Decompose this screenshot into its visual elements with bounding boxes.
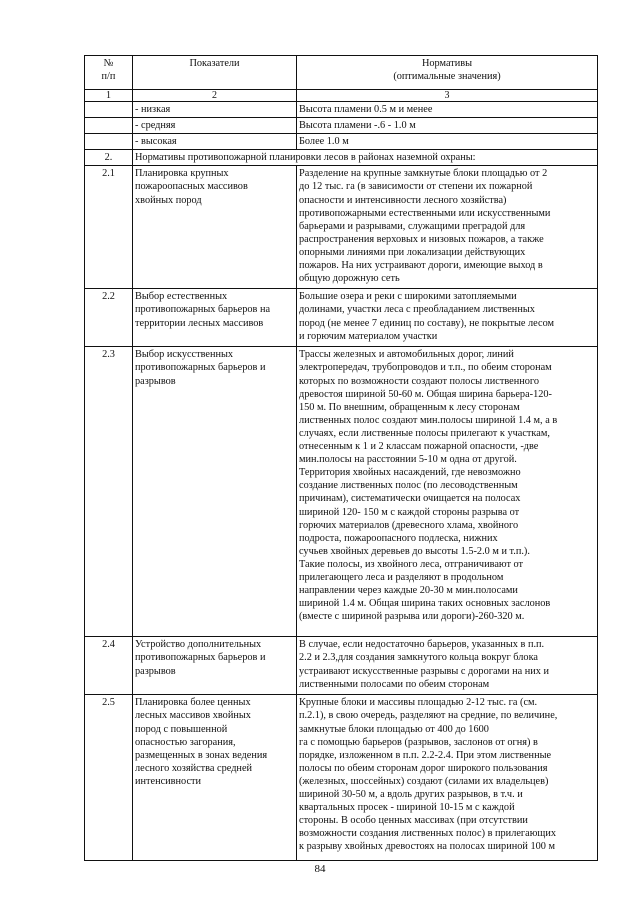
column-number: 2 xyxy=(133,90,297,102)
row-num: 2.5 xyxy=(85,695,133,861)
row-norm: Более 1.0 м xyxy=(297,134,598,150)
table-row xyxy=(85,347,598,637)
row-indicator: - низкая xyxy=(133,102,297,118)
row-norm: Высота пламени -.6 - 1.0 м xyxy=(297,118,598,134)
table-row xyxy=(85,102,598,118)
table-row xyxy=(85,118,598,134)
row-indicator: Планировка крупных пожароопасных массивов хвойных пород xyxy=(133,166,297,289)
row-norm: Крупные блоки и массивы площадью 2-12 тыс. га (см. п.2.1), в свою очередь, разделяют на средние, по величине, замкнутые блоки площадью от 400 до 1600 га с помощью барьеров (разрывов, заслонов от огня) в порядке, изложенном в п.п. 2.2-2.4. При этом лиственные полосы по обеим сторонам дорог широкого пользования (железных, шоссейных) создают (силами их владельцев) шириной 30-50 м, а вдоль других разрывов, в т.ч. и квартальных просек - шириной 10-15 м с каждой стороны. В особо ценных массивах (при отсутствии возможности создания лиственных полос) в прилегающих к разрыву хвойных древостоях на полосах шириной 100 м xyxy=(297,695,598,861)
row-indicator: Устройство дополнительных противопожарных барьеров и разрывов xyxy=(133,637,297,695)
row-norm: Большие озера и реки с широкими затопляемыми долинами, участки леса с преобладанием лиственных пород (не менее 7 единиц по составу), не покрытые лесом и горючим материалом участки xyxy=(297,289,598,347)
table-row xyxy=(85,289,598,347)
table-row xyxy=(85,166,598,289)
table-header-row xyxy=(85,56,598,90)
header-norms: Нормативы (оптимальные значения) xyxy=(297,56,598,90)
norms-table xyxy=(84,55,598,861)
row-num: 2.2 xyxy=(85,289,133,347)
table-row xyxy=(85,637,598,695)
row-norm: В случае, если недостаточно барьеров, указанных в п.п. 2.2 и 2.3,для создания замкнутого кольца вокруг блока устраивают искусственные разрывы с дорогами на них и лиственными полосами по обеим сторонам xyxy=(297,637,598,695)
table-row xyxy=(85,134,598,150)
row-indicator: - высокая xyxy=(133,134,297,150)
column-number-row xyxy=(85,90,598,102)
row-norm: Трассы железных и автомобильных дорог, линий электропередач, трубопроводов и т.п., по обеим сторонам которых по возможности создают полосы лиственного древостоя шириной 50-60 м. Общая ширина барьера-120- 150 м. По внешним, обращенным к лесу сторонам лиственных полос создают мин.полосы шириной 1.4 м, а в случаях, если лиственные полосы прилегают к участкам, отнесенным к 1 и 2 классам пожарной опасности, -две мин.полосы на расстоянии 5-10 м одна от другой. Территория хвойных насаждений, где невозможно создание лиственных полос (по лесоводственным причинам), систематически очищается на полосах шириной 120- 150 м с каждой стороны разрыва от горючих материалов (древесного хлама, хвойного подроста, пожароопасного подлеска, нижних сучьев хвойных деревьев до высоты 1.5-2.0 м и т.п.). Такие полосы, из хвойного леса, отграничивают от прилегающего леса и разделяют в продольном направлении через каждые 20-30 м мин.полосами шириной 1.4 м. Общая ширина таких основных заслонов (вместе с шириной разрыва или дороги)-260-320 м. xyxy=(297,347,598,637)
row-indicator: Планировка более ценных лесных массивов хвойных пород с повышенной опасностью загорания, размещенных в зонах ведения лесного хозяйства средней интенсивности xyxy=(133,695,297,861)
header-indicators: Показатели xyxy=(133,56,297,90)
row-norm: Высота пламени 0.5 м и менее xyxy=(297,102,598,118)
row-num: 2.1 xyxy=(85,166,133,289)
column-number: 1 xyxy=(85,90,133,102)
column-number: 3 xyxy=(297,90,598,102)
page-number: 84 xyxy=(314,863,326,875)
header-num: № п/п xyxy=(85,56,133,90)
row-indicator: - средняя xyxy=(133,118,297,134)
row-num xyxy=(85,134,133,150)
row-norm: Разделение на крупные замкнутые блоки площадью от 2 до 12 тыс. га (в зависимости от степени их пожарной опасности и интенсивности лесного хозяйства) противопожарными естественными или искусственными барьерами и разрывами, служащими преградой для распространения верховых и низовых пожаров, а также опорными линиями при локализации действующих пожаров. На них устраивают дороги, имеющие выход в общую дорожную сеть xyxy=(297,166,598,289)
table-section-row xyxy=(85,150,598,166)
row-num: 2.4 xyxy=(85,637,133,695)
row-indicator: Выбор искусственных противопожарных барьеров и разрывов xyxy=(133,347,297,637)
section-heading: Нормативы противопожарной планировки лесов в районах наземной охраны: xyxy=(133,150,598,166)
row-num xyxy=(85,102,133,118)
row-num xyxy=(85,118,133,134)
row-num: 2.3 xyxy=(85,347,133,637)
row-indicator: Выбор естественных противопожарных барьеров на территории лесных массивов xyxy=(133,289,297,347)
table-row xyxy=(85,695,598,861)
row-num: 2. xyxy=(85,150,133,166)
